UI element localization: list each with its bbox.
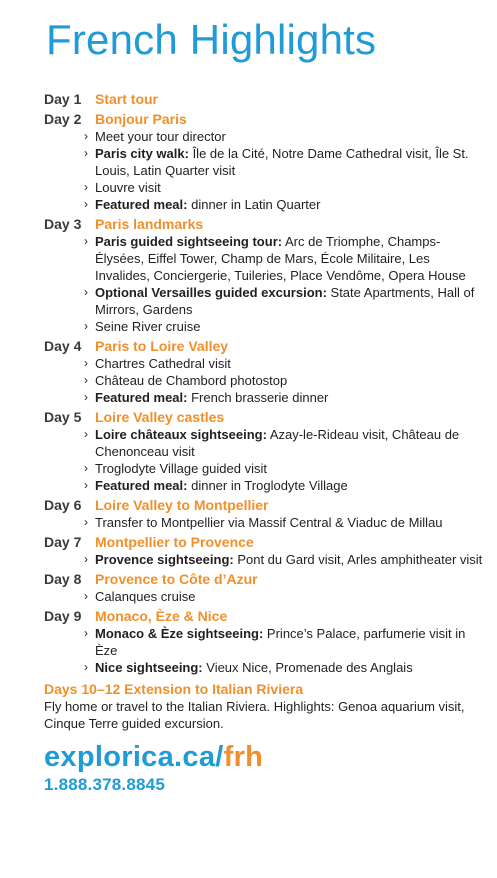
activity-item — [84, 625, 483, 659]
day-section — [44, 570, 483, 605]
day-label: Day 4 — [44, 338, 82, 354]
chevron-right-icon: › — [84, 146, 88, 160]
activity-heading: Monaco & Èze sightseeing: — [95, 626, 264, 641]
day-title: Loire Valley to Montpellier — [95, 497, 269, 513]
extension-title: Days 10–12 Extension to Italian Riviera — [44, 681, 304, 697]
day-label: Day 7 — [44, 534, 82, 550]
activity-text: Meet your tour director — [95, 129, 226, 144]
extension-section — [44, 680, 483, 732]
activity-text: Arc de Triomphe, Champs-Élysées, Eiffel Tower, Champ de Mars, École Militaire, Les Invalides, Conciergerie, Tuileries, Place Vendôme, Opera House — [95, 234, 466, 283]
day-header — [44, 408, 483, 426]
activity-item — [84, 179, 483, 196]
day-section — [44, 110, 483, 213]
activity-item — [84, 196, 483, 213]
activity-text: Prince’s Palace, parfumerie visit in Èze — [95, 626, 466, 658]
phone-number[interactable]: 1.888.378.8845 — [44, 775, 165, 794]
activity-item — [84, 284, 483, 318]
chevron-right-icon: › — [84, 478, 88, 492]
day-section — [44, 533, 483, 568]
chevron-right-icon: › — [84, 373, 88, 387]
activity-text: Troglodyte Village guided visit — [95, 461, 267, 476]
page-title: French Highlights — [46, 16, 377, 63]
chevron-right-icon: › — [84, 589, 88, 603]
activity-text: State Apartments, Hall of Mirrors, Gardens — [95, 285, 475, 317]
chevron-right-icon: › — [84, 660, 88, 674]
day-title: Monaco, Èze & Nice — [95, 608, 228, 624]
activity-item — [84, 389, 483, 406]
day-header — [44, 90, 483, 108]
activity-heading: Paris city walk: — [95, 146, 189, 161]
day-header — [44, 337, 483, 355]
day-label: Day 6 — [44, 497, 82, 513]
day-activity-list — [44, 514, 483, 531]
activity-text: Chartres Cathedral visit — [95, 356, 231, 371]
activity-item — [84, 145, 483, 179]
activity-item — [84, 659, 483, 676]
chevron-right-icon: › — [84, 356, 88, 370]
activity-heading: Optional Versailles guided excursion: — [95, 285, 327, 300]
activity-text: Vieux Nice, Promenade des Anglais — [202, 660, 413, 675]
chevron-right-icon: › — [84, 552, 88, 566]
activity-text: Seine River cruise — [95, 319, 201, 334]
chevron-right-icon: › — [84, 319, 88, 333]
day-activity-list — [44, 625, 483, 676]
activity-heading: Nice sightseeing: — [95, 660, 203, 675]
activity-heading: Provence sightseeing: — [95, 552, 234, 567]
chevron-right-icon: › — [84, 626, 88, 640]
chevron-right-icon: › — [84, 461, 88, 475]
activity-text: Château de Chambord photostop — [95, 373, 288, 388]
day-section — [44, 408, 483, 494]
day-activity-list — [44, 128, 483, 213]
activity-item — [84, 460, 483, 477]
activity-item — [84, 477, 483, 494]
day-label: Day 2 — [44, 111, 82, 127]
day-section — [44, 215, 483, 335]
day-header — [44, 215, 483, 233]
day-section — [44, 337, 483, 406]
activity-item — [84, 426, 483, 460]
activity-item — [84, 551, 483, 568]
website-path: frh — [223, 741, 264, 773]
day-header — [44, 570, 483, 588]
activity-text: French brasserie dinner — [187, 390, 329, 405]
day-title: Start tour — [95, 91, 158, 107]
day-title: Montpellier to Provence — [95, 534, 254, 550]
activity-item — [84, 318, 483, 335]
day-section — [44, 90, 483, 108]
day-activity-list — [44, 551, 483, 568]
activity-text: Pont du Gard visit, Arles amphitheater visit — [233, 552, 483, 567]
day-label: Day 5 — [44, 409, 82, 425]
day-label: Day 1 — [44, 91, 82, 107]
day-label: Day 3 — [44, 216, 82, 232]
activity-item — [84, 128, 483, 145]
day-activity-list — [44, 233, 483, 335]
day-title: Provence to Côte d’Azur — [95, 571, 258, 587]
extension-text: Fly home or travel to the Italian Riviera. Highlights: Genoa aquarium visit, Cinque Terre guided excursion. — [44, 699, 465, 731]
day-title: Loire Valley castles — [95, 409, 225, 425]
day-list — [44, 90, 483, 676]
day-section — [44, 496, 483, 531]
website-domain: explorica.ca/ — [44, 741, 224, 773]
activity-text: dinner in Troglodyte Village — [187, 478, 348, 493]
activity-text: Louvre visit — [95, 180, 161, 195]
activity-text: dinner in Latin Quarter — [187, 197, 321, 212]
day-header — [44, 533, 483, 551]
activity-heading: Featured meal: — [95, 390, 188, 405]
day-title: Bonjour Paris — [95, 111, 187, 127]
activity-heading: Featured meal: — [95, 478, 188, 493]
chevron-right-icon: › — [84, 129, 88, 143]
chevron-right-icon: › — [84, 285, 88, 299]
activity-text: Azay-le-Rideau visit, Château de Chenonceau visit — [95, 427, 460, 459]
day-header — [44, 110, 483, 128]
activity-item — [84, 514, 483, 531]
activity-text: Île de la Cité, Notre Dame Cathedral visit, Île St. Louis, Latin Quarter visit — [95, 146, 469, 178]
day-activity-list — [44, 355, 483, 406]
day-activity-list — [44, 426, 483, 494]
chevron-right-icon: › — [84, 197, 88, 211]
activity-heading: Loire châteaux sightseeing: — [95, 427, 267, 442]
activity-item — [84, 588, 483, 605]
day-header — [44, 496, 483, 514]
day-section — [44, 607, 483, 676]
chevron-right-icon: › — [84, 427, 88, 441]
activity-text: Transfer to Montpellier via Massif Central & Viaduc de Millau — [95, 515, 443, 530]
day-header — [44, 607, 483, 625]
activity-heading: Paris guided sightseeing tour: — [95, 234, 283, 249]
chevron-right-icon: › — [84, 515, 88, 529]
chevron-right-icon: › — [84, 180, 88, 194]
chevron-right-icon: › — [84, 390, 88, 404]
day-activity-list — [44, 588, 483, 605]
activity-text: Calanques cruise — [95, 589, 196, 604]
chevron-right-icon: › — [84, 234, 88, 248]
activity-heading: Featured meal: — [95, 197, 188, 212]
activity-item — [84, 233, 483, 284]
day-label: Day 8 — [44, 571, 82, 587]
day-label: Day 9 — [44, 608, 82, 624]
activity-item — [84, 372, 483, 389]
day-title: Paris to Loire Valley — [95, 338, 229, 354]
activity-item — [84, 355, 483, 372]
website-link[interactable] — [44, 740, 483, 774]
day-title: Paris landmarks — [95, 216, 204, 232]
